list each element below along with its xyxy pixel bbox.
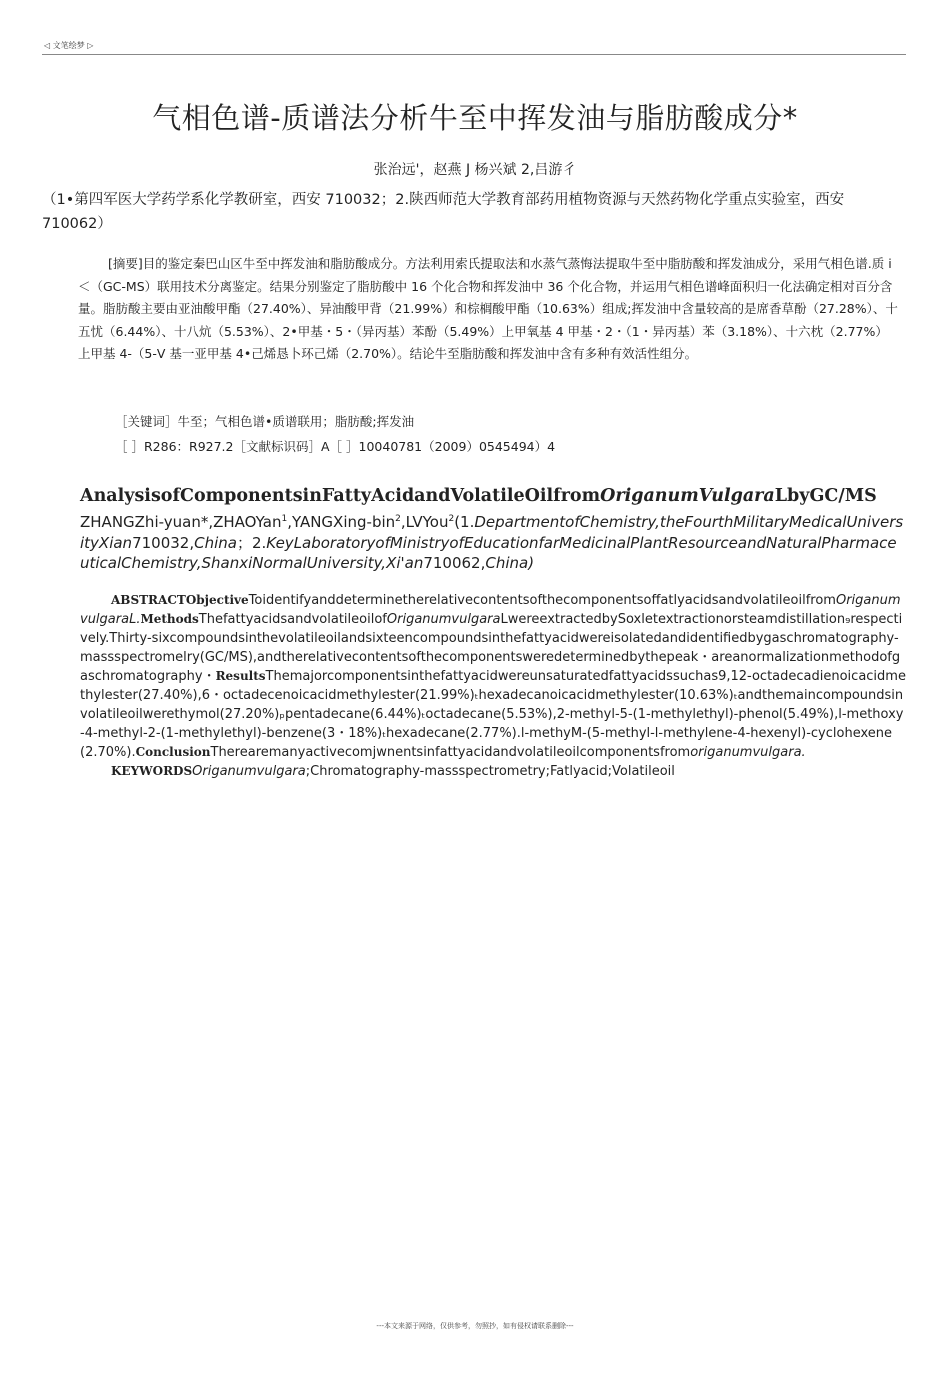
en-label-methods: Methods [140,612,199,626]
en-label-results: Results [215,669,266,683]
en-title-post: LbyGC/MS [774,486,877,506]
en-label-abstract: ABSTRACTObjective [111,593,249,607]
en-authors: ZHANGZhi-yuan*,ZHAOYan [80,513,282,531]
en-sup-1: 1 [281,514,288,524]
en-affil-2-num: ；2. [236,533,267,552]
en-sup-3: 2 [448,514,455,524]
abstract-cn-text: [摘要]目的鉴定秦巴山区牛至中挥发油和脂肪酸成分。方法利用索氏提取法和水蒸气蒸悔法提取牛至中脂肪酸和挥发油成分，采用气相色谱.质 i＜（GC-MS）联用技术分离鉴定。结果分别鉴定了脂肪酸中 16 个化合物和挥发油中 36 个化合物，并运用气相色谱峰面积归一化法确定相对百分含量。脂肪酸主要由亚油酸甲酯（27.40%）、异油酸甲背（21.99%）和棕榈酸甲酯（10.63%）组成;挥发油中含量较高的是席香草酚（27.28%）、十五忧（6.44%）、十八炕（5.53%）、2•甲基・5・（异丙基）苯酚（5.49%）上甲氧基 4 甲基・2・（1・异丙基）苯（3.18%）、十六枕（2.77%）上甲基 4-（5-V 基⼀亚甲基 4•己烯恳卜环己烯（2.70%）。结论牛至脂肪酸和挥发油中含有多种有效活性组分。 [78,256,898,361]
en-results: Themajorcomponentsinthefattyacidwereunsaturatedfattyacidssuchas9,12-octadecadienoicacidmethylester(27.40%),6・octadecenoicacidmethylester(21.99%)ₜhexadecanoicacidmethylester(10.63%)ₜandthemaincompoundsinvolatileoilwerethymol(27.20%)ₚpentadecane(6.44%)ₜoctadecane(5.53%),2-methyl-5-(1-methylethyl)-phenol(5.49%),l-methoxy-4-methyl-2-(1-methylethyl)-benzene(3・18%)ₜhexadecane(2.77%).l-methyM-(5-methyl-l-methylene-4-hexenyl)-cyclohexene(2.70%). [80,669,906,760]
en-conclusion: Therearemanyactivecomjwnentsinfattyacidandvolatileoilcomponentsfrom [210,745,691,760]
en-affil-2: KeyLaboratoryofMinistryofEducationfarMedicinalPlantResourceandNaturalPharmaceuticalChemistry,ShanxiNormalUniversity,Xi'an [80,533,897,572]
paper-title: 气相色谱-质谱法分析牛至中挥发油与脂肪酸成分* [152,101,798,135]
en-objective: Toidentifyanddeterminetherelativecontentsofthecomponentsoffatlyacidsandvolatileoilfrom [248,593,836,608]
en-affil-2-country: China) [485,554,535,572]
en-affil-1-country: China [194,533,237,552]
keywords-cn: ［关键词］牛至；气相色谱•质谱联用；脂肪酸;挥发油 [115,414,415,429]
en-label-conclusion: Conclusion [135,745,211,759]
en-kw-species: Origanumvulgara [192,764,306,779]
en-label-keywords: KEYWORDS [111,764,193,778]
en-title-species: OriganumVulgara [600,486,775,506]
page-footer: ---本文来源于网络，仅供参考，勿照抄，如有侵权请联系删除--- [376,1322,574,1330]
affiliation-cn: （1•第四军医大学药学系化学教研室，西安 710032；2.陕西师范大学教育部药用植物资源与天然药物化学重点实验室，西安 710062） [42,192,845,232]
en-kw-rest: ;Chromatography-massspectrometry;Fatlyacid;Volatileoil [305,764,675,779]
english-title [80,486,877,506]
en-affil-1-num: (1. [454,513,475,531]
en-author-3: ,LVYou [400,513,449,531]
abstract-cn [78,253,900,366]
en-methods-b: LwereextractedbySoxletextractionorsteamdistillation₉respectively.Thirty-sixcompoundsinthevolatileoilandsixteencompoundsinthefattyacidwereisolatedandidentifiedbygaschromatography-massspectromelry(GC/MS),andtherelativecontentsofthecomponentsweredeterminedbythepeak・areanormalizationmethodofgaschromatography・ [80,612,903,684]
en-sup-2: 2 [395,514,401,524]
classification-code: ［ ］R286：R927.2［文献标识码］A［ ］10040781（2009）0545494）4 [115,439,556,454]
en-affil-1: DepartmentofChemistry,theFourthMilitaryMedicalUniversityXian [80,513,904,552]
en-species-3: origanumvulgara. [690,745,806,760]
en-methods-a: Thefattyacidsandvolatileoilof [198,612,387,627]
en-species-1: OriganumvulgaraL. [80,593,901,627]
en-author-2: ,YANGXing-bin [287,513,396,531]
en-affil-2-code: 710062, [423,554,486,572]
authors-cn: 张治远'，赵燕 J 杨兴斌 2,吕游彳 [373,162,577,178]
english-authors-affiliation [80,509,906,574]
en-species-2: Origanumvulgara [386,612,501,627]
en-affil-1-code: 710032, [132,533,195,552]
header-rule [42,54,906,55]
en-title-pre: AnalysisofComponentsinFattyAcidandVolatileOilfrom [80,486,601,506]
english-abstract [80,591,906,781]
running-header: ◁ 文笔绘梦 ▷ [44,41,94,50]
